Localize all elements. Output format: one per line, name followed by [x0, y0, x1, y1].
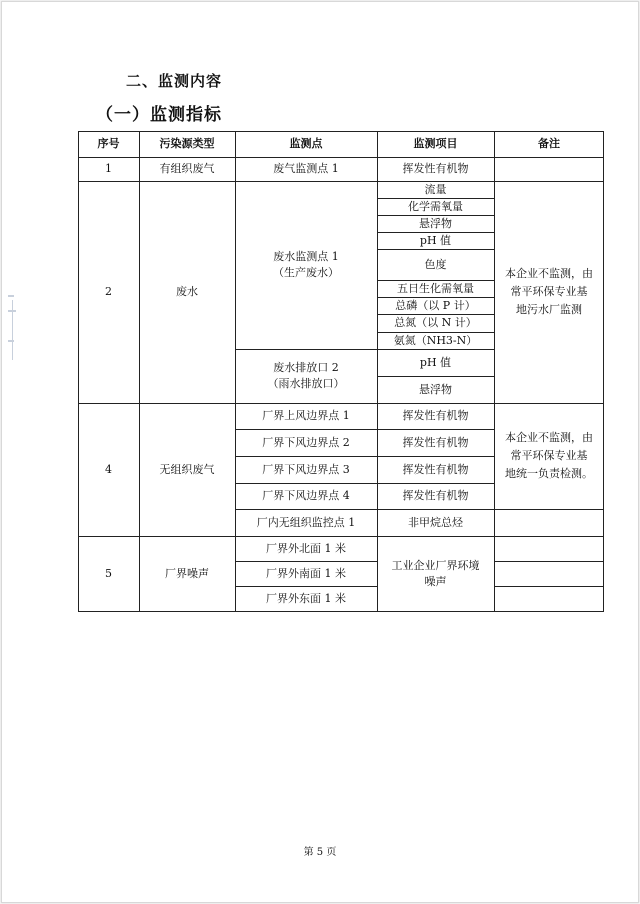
row1-item: 挥发性有机物: [402, 162, 469, 175]
page-number: 第 5 页: [303, 847, 337, 858]
row2-item: 悬浮物: [419, 382, 452, 396]
row2-note: [494, 181, 604, 403]
row4-note: [494, 403, 604, 509]
row5-point: 厂界外南面 1 米: [266, 566, 346, 580]
row2-item: 化学需氧量: [408, 199, 463, 213]
row2-item: pH 值: [419, 355, 452, 369]
section-heading: 二、监测内容: [126, 72, 223, 90]
row1-point: 废气监测点 1: [273, 162, 339, 175]
row5-point: 厂界外北面 1 米: [266, 541, 346, 555]
row4-no: 4: [105, 462, 112, 476]
header-monitoring-point: 监测点: [289, 137, 323, 150]
scan-mark: [8, 340, 14, 342]
note-line: 地污水厂监测: [516, 303, 582, 316]
note-line: 常平环保专业基: [510, 285, 588, 298]
row2-item: 总氮（以 N 计）: [394, 316, 477, 329]
row2-item: 总磷（以 P 计）: [395, 298, 476, 312]
header-remarks: 备注: [538, 137, 560, 150]
row4-point: 厂界下风边界点 2: [262, 435, 350, 449]
row5-type: 厂界噪声: [165, 566, 209, 580]
row2-point-b: [235, 349, 377, 403]
row2-item: 氨氮（NH3-N）: [393, 333, 478, 347]
row5-item-line: 工业企业厂界环境: [391, 558, 480, 572]
row2-type: 废水: [176, 285, 198, 298]
row2-item: pH 值: [419, 233, 452, 247]
row4-point: 厂内无组织监控点 1: [256, 515, 356, 529]
row5-item: [377, 536, 494, 611]
row1-type: 有组织废气: [159, 162, 215, 175]
row2-point-b-desc: （雨水排放口）: [267, 377, 345, 390]
row2-item: 悬浮物: [419, 216, 452, 230]
row5-point: 厂界外东面 1 米: [266, 591, 346, 605]
row2-point-a: [235, 181, 377, 349]
header-source-type: 污染源类型: [159, 137, 215, 150]
row4-point: 厂界上风边界点 1: [262, 409, 350, 422]
row2-point-b-name: 废水排放口 2: [273, 361, 339, 374]
scan-mark: [12, 300, 13, 360]
subsection-heading: （一）监测指标: [96, 105, 222, 125]
note-line: 本企业不监测，由: [505, 431, 593, 444]
row2-point-a-name: 废水监测点 1: [273, 250, 339, 263]
row4-item: 非甲烷总烃: [408, 515, 463, 529]
row4-type: 无组织废气: [159, 462, 215, 476]
row4-item: 挥发性有机物: [402, 409, 469, 422]
header-no: 序号: [97, 137, 120, 150]
note-line: 本企业不监测，由: [505, 267, 593, 280]
row2-point-a-desc: （生产废水）: [273, 266, 339, 279]
row5-no: 5: [105, 566, 112, 580]
note-line: 常平环保专业基: [510, 449, 588, 462]
row4-item: 挥发性有机物: [402, 489, 469, 502]
row2-item: 五日生化需氧量: [397, 281, 474, 295]
header-monitoring-item: 监测项目: [413, 137, 458, 150]
scan-mark: [8, 295, 14, 297]
row4-item: 挥发性有机物: [402, 462, 469, 476]
note-divider: [494, 561, 604, 562]
row4-point: 厂界下风边界点 4: [262, 489, 350, 502]
row2-no: 2: [105, 285, 112, 298]
monitoring-table: [78, 131, 604, 612]
row1-no: 1: [105, 162, 112, 175]
note-divider: [494, 586, 604, 587]
table-border: [78, 611, 604, 612]
row2-item: 色度: [424, 257, 447, 271]
note-line: 地统一负责检测。: [505, 467, 593, 480]
row5-item-line: 噪声: [424, 574, 447, 588]
row4-item: 挥发性有机物: [402, 435, 469, 449]
row2-item: 流量: [424, 182, 447, 196]
note-divider: [494, 509, 604, 510]
row4-point: 厂界下风边界点 3: [262, 462, 350, 476]
